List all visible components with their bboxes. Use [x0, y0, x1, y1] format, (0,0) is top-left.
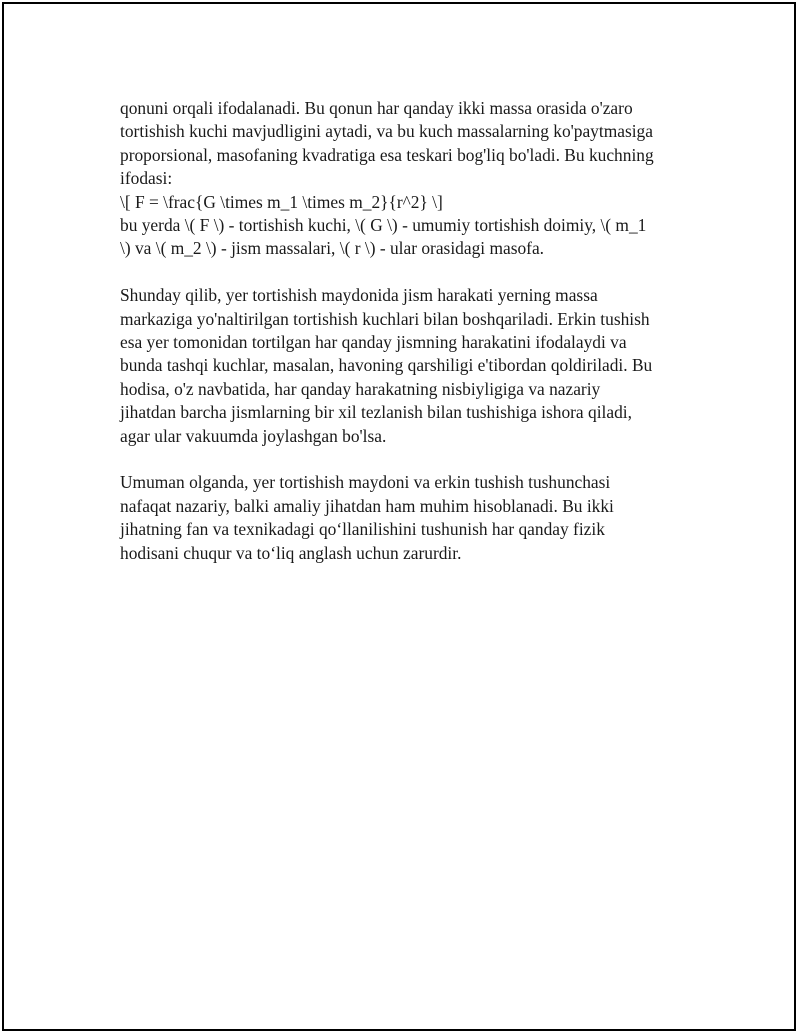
document-body	[120, 97, 695, 588]
text-line: ifodasi:	[120, 168, 173, 189]
text-line: jihatdan barcha jismlarning bir xil tezlanish bilan tushishiga ishora qiladi,	[120, 402, 632, 423]
formula-line: \[ F = \frac{G \times m_1 \times m_2}{r^2} \]	[120, 191, 443, 212]
text-line: Umuman olganda, yer tortishish maydoni va erkin tushish tushunchasi	[120, 472, 611, 493]
text-line: bu yerda \( F \) - tortishish kuchi, \( G \) - umumiy tortishish doimiy, \( m_1	[120, 215, 647, 236]
text-line: jihatning fan va texnikadagi qo‘llanilishini tushunish har qanday fizik	[120, 519, 605, 540]
text-line: agar ular vakuumda joylashgan bo'lsa.	[120, 425, 387, 446]
text-line: tortishish kuchi mavjudligini aytadi, va bu kuch massalarning ko'paytmasiga	[120, 121, 653, 142]
text-line: esa yer tomonidan tortilgan har qanday jismning harakatini ifodalaydi va	[120, 332, 627, 353]
text-line: Shunday qilib, yer tortishish maydonida jism harakati yerning massa	[120, 285, 598, 306]
text-line: qonuni orqali ifodalanadi. Bu qonun har qanday ikki massa orasida o'zaro	[120, 98, 633, 118]
paragraph-3	[120, 471, 695, 565]
paragraph-1	[120, 97, 695, 261]
paragraph-2	[120, 284, 695, 448]
page-frame	[2, 2, 796, 1031]
text-line: markaziga yo'naltirilgan tortishish kuchlari bilan boshqariladi. Erkin tushish	[120, 308, 650, 329]
text-line: bunda tashqi kuchlar, masalan, havoning qarshiligi e'tibordan qoldiriladi. Bu	[120, 355, 653, 376]
text-line: proporsional, masofaning kvadratiga esa teskari bog'liq bo'ladi. Bu kuchning	[120, 144, 654, 165]
text-line: nafaqat nazariy, balki amaliy jihatdan ham muhim hisoblanadi. Bu ikki	[120, 495, 614, 516]
text-line: hodisani chuqur va to‘liq anglash uchun zarurdir.	[120, 542, 462, 563]
text-line: \) va \( m_2 \) - jism massalari, \( r \) - ular orasidagi masofa.	[120, 238, 545, 259]
text-line: hodisa, o'z navbatida, har qanday harakatning nisbiyligiga va nazariy	[120, 378, 601, 399]
